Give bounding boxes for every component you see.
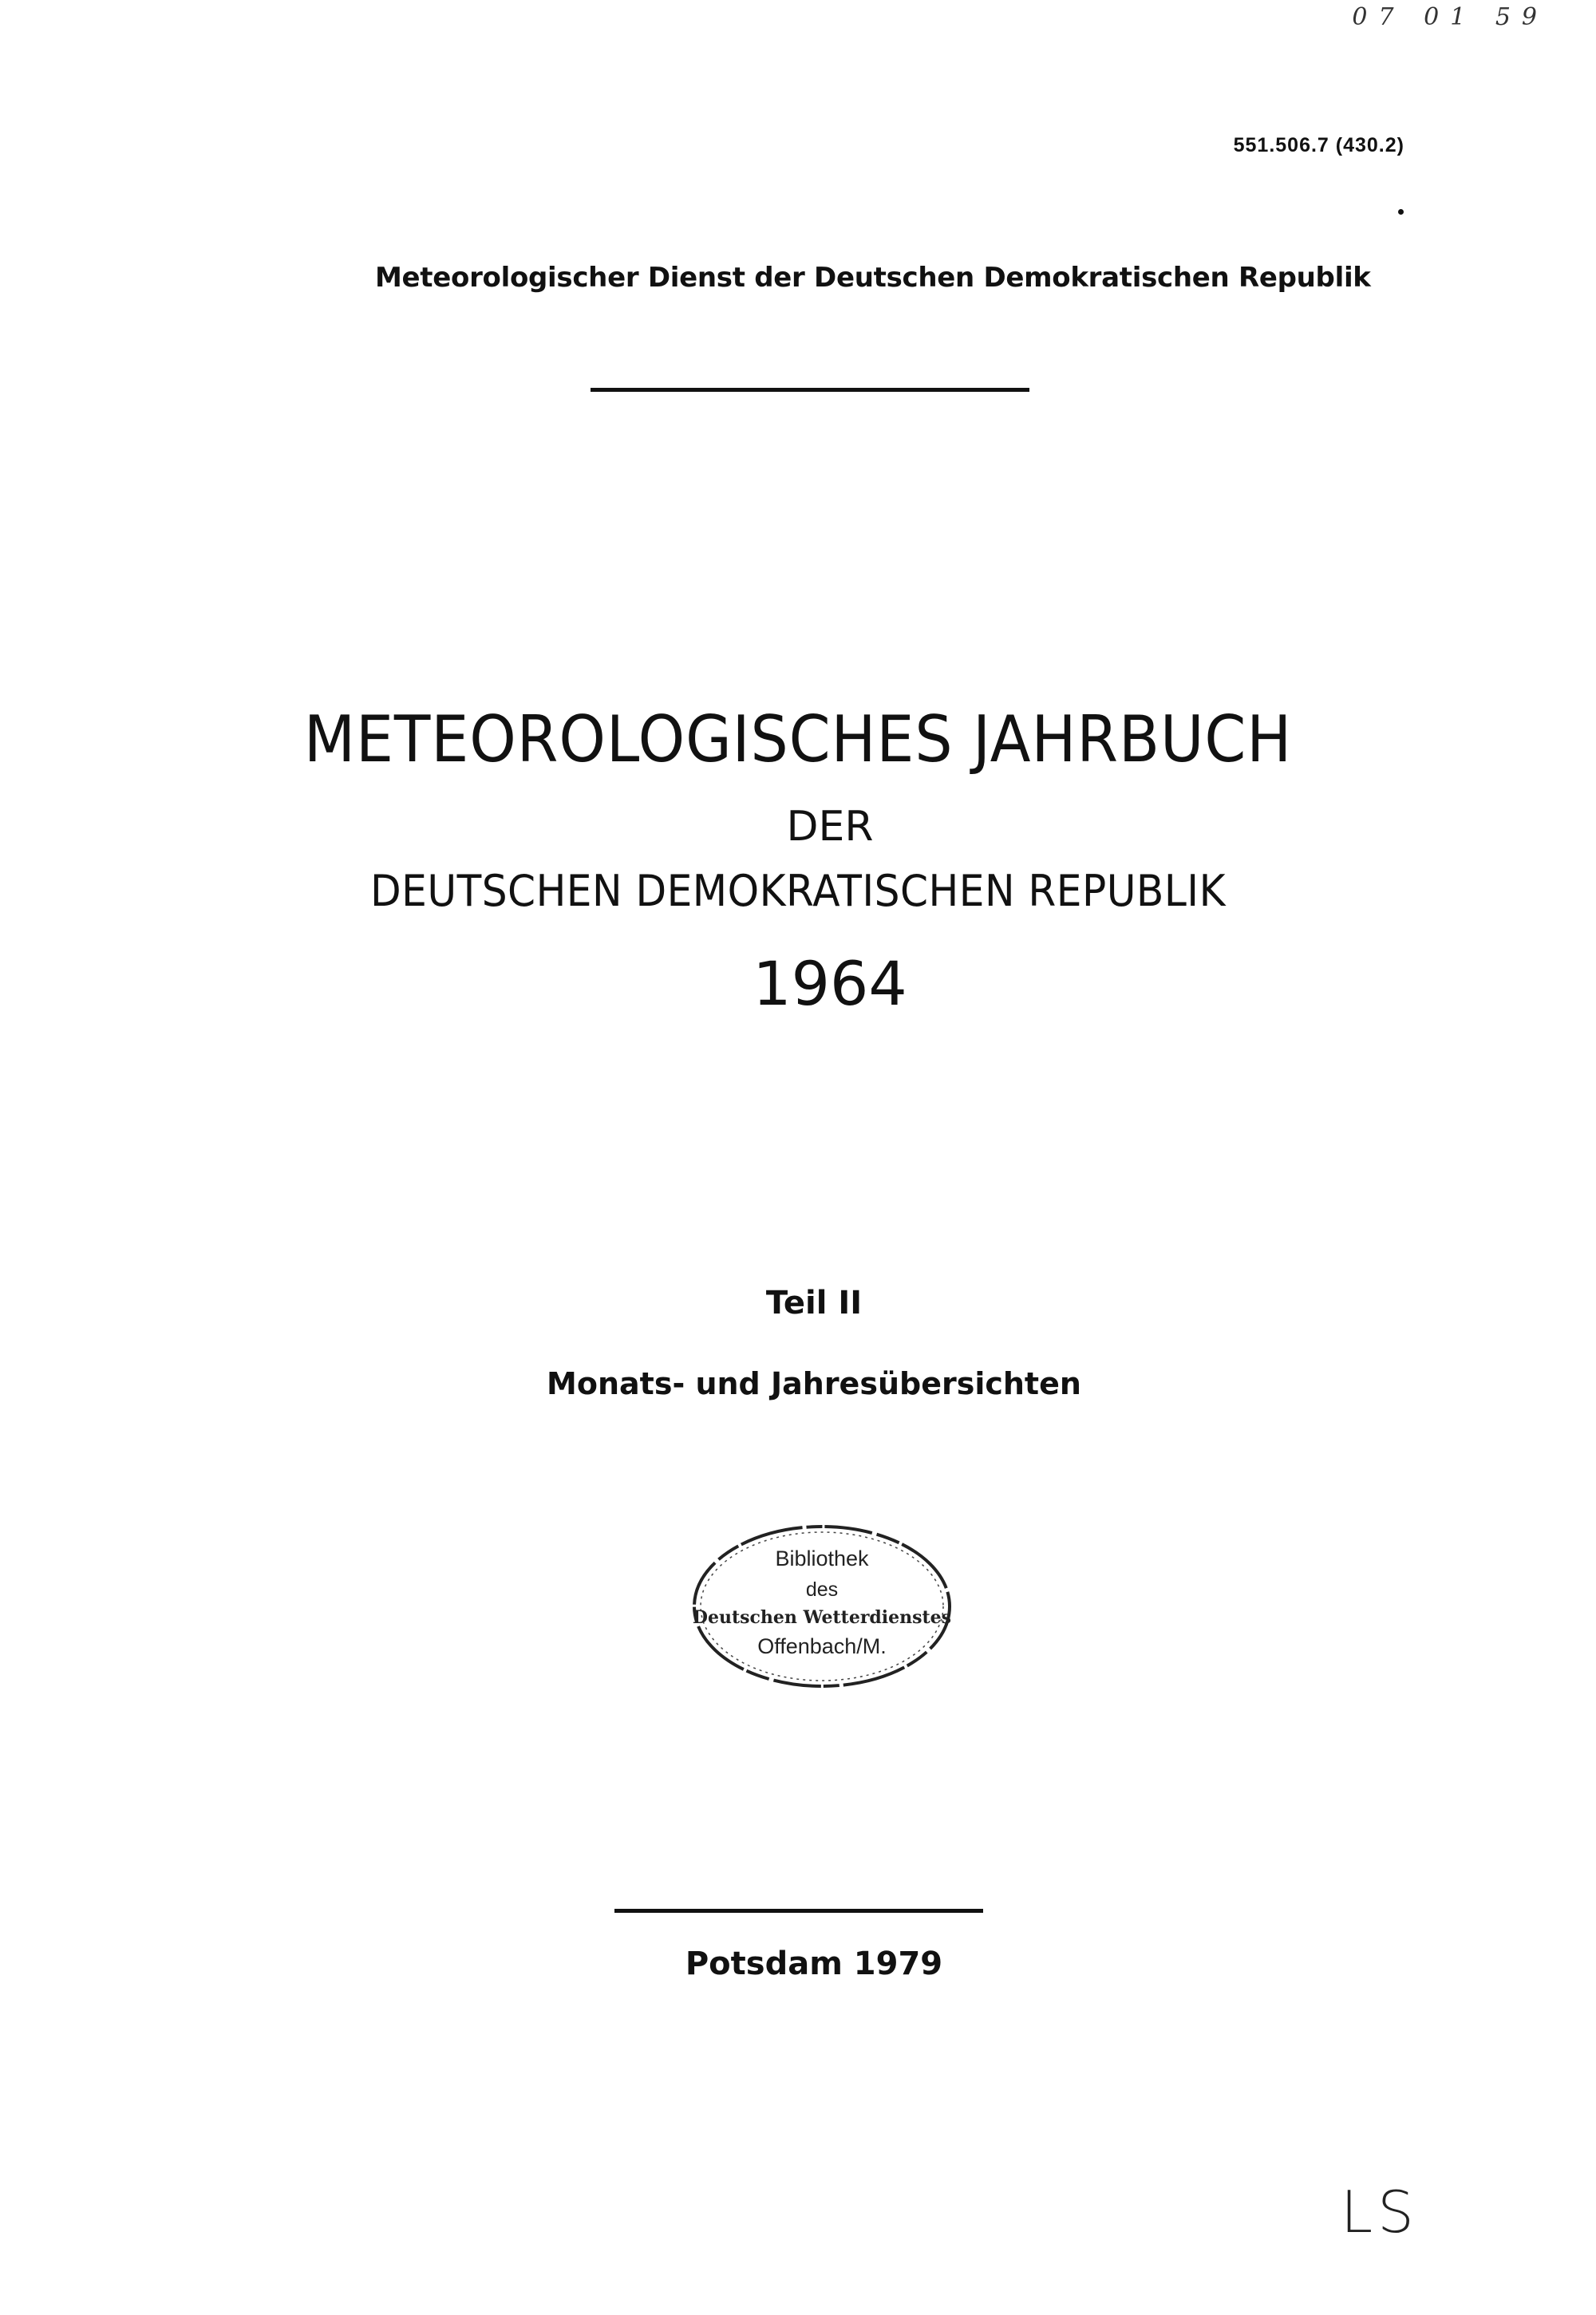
stamp-line-institution: Deutschen Wetterdienstes	[692, 1607, 952, 1628]
stamp-line-city: Offenbach/M.	[757, 1634, 887, 1658]
part-subtitle: Monats- und Jahresübersichten	[547, 1366, 1081, 1401]
bottom-divider-rule	[614, 1909, 983, 1913]
handwritten-initials: LS	[1341, 2179, 1419, 2246]
part-label: Teil II	[765, 1285, 863, 1321]
title-main: METEOROLOGISCHES JAHRBUCH	[303, 702, 1293, 776]
stamp-oval-icon	[686, 1515, 958, 1698]
title-republic: DEUTSCHEN DEMOKRATISCHEN REPUBLIK	[370, 866, 1226, 916]
publisher-line: Meteorologischer Dienst der Deutschen Demokratischen Republik	[375, 262, 1371, 294]
library-stamp	[686, 1515, 958, 1698]
stamp-line-des: des	[805, 1578, 839, 1601]
top-divider-rule	[591, 388, 1029, 392]
place-and-year: Potsdam 1979	[685, 1946, 943, 1982]
classification-number: 551.506.7 (430.2)	[1233, 134, 1404, 156]
title-year: 1964	[753, 948, 907, 1019]
ink-dot	[1398, 209, 1404, 215]
stamp-line-library: Bibliothek	[775, 1547, 869, 1570]
title-der: DER	[786, 803, 874, 851]
handwritten-corner-note: 07 01 59	[1352, 3, 1548, 31]
